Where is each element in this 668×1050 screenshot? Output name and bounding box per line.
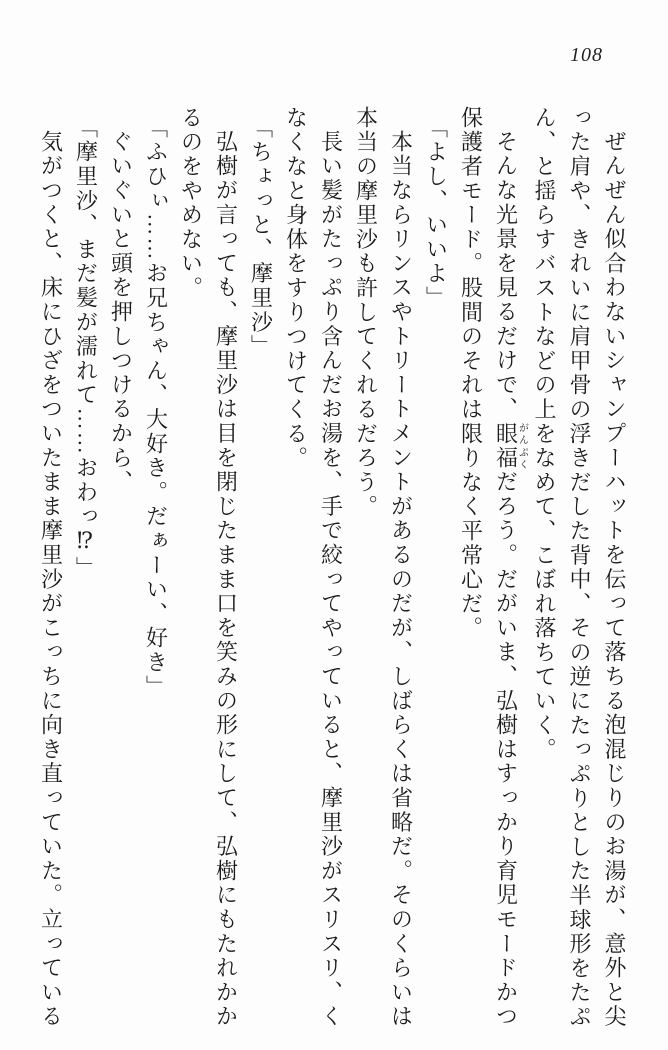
dialogue-column: 「ふひぃ……お兄ちゃん、大好き。だぁーい、好き」 <box>143 116 169 700</box>
text-column: 弘樹が言っても、摩里沙は目を閉じたまま口を笑みの形にして、弘樹にもたれかか <box>213 130 239 1030</box>
text-column: 長い髪がたっぷり含んだお湯を、手で絞ってやっていると、摩里沙がスリスリ、く <box>318 130 344 1030</box>
ruby-text: がんぷく <box>516 421 528 471</box>
text-column: なくなと身体をすりつけてくる。 <box>283 106 309 471</box>
text-column: ぐいぐいと頭を押しつけるから、 <box>108 130 134 495</box>
text-column: ん、と揺らすバストなどの上をなめて、こぼれ落ちていく。 <box>532 106 557 763</box>
text-column: った肩や、きれいに肩甲骨の浮きだした背中、その逆にたっぷりとした半球形をたぷ <box>567 106 592 1030</box>
text-column: 保護者モード。股間のそれは限りなく平常心だ。 <box>458 106 484 641</box>
dialogue-column: 「ちょっと、摩里沙」 <box>248 116 274 359</box>
dialogue-column: 「摩里沙、まだ髪が濡れて……おわっ⁉」 <box>73 116 99 581</box>
text-column: 本当の摩里沙も許してくれるだろう。 <box>353 106 379 520</box>
text-segment: だろう。だがいま、弘樹はすっかり育児モードかつ <box>493 470 519 1030</box>
ruby-base: 眼福 <box>493 421 519 471</box>
dialogue-column: 「よし、いいよ」 <box>423 116 449 311</box>
page-number: 108 <box>570 44 603 66</box>
furigana-ganpuku <box>493 421 528 471</box>
text-column: るのをやめない。 <box>178 106 204 301</box>
text-segment: そんな光景を見るだけで、 <box>493 130 519 422</box>
vertical-text-block <box>34 106 633 1044</box>
text-column: ぜんぜん似合わないシャンプーハットを伝って落ちる泡混じりのお湯が、意外と尖 <box>602 130 627 1030</box>
text-column-with-furigana <box>489 106 528 1044</box>
text-column: 本当ならリンスやトリートメントがあるのだが、しばらくは省略だ。そのくらいは <box>388 130 414 1030</box>
text-column: 気がつくと、床にひざをついたまま摩里沙がこっちに向き直っていた。立っている <box>38 130 64 1030</box>
